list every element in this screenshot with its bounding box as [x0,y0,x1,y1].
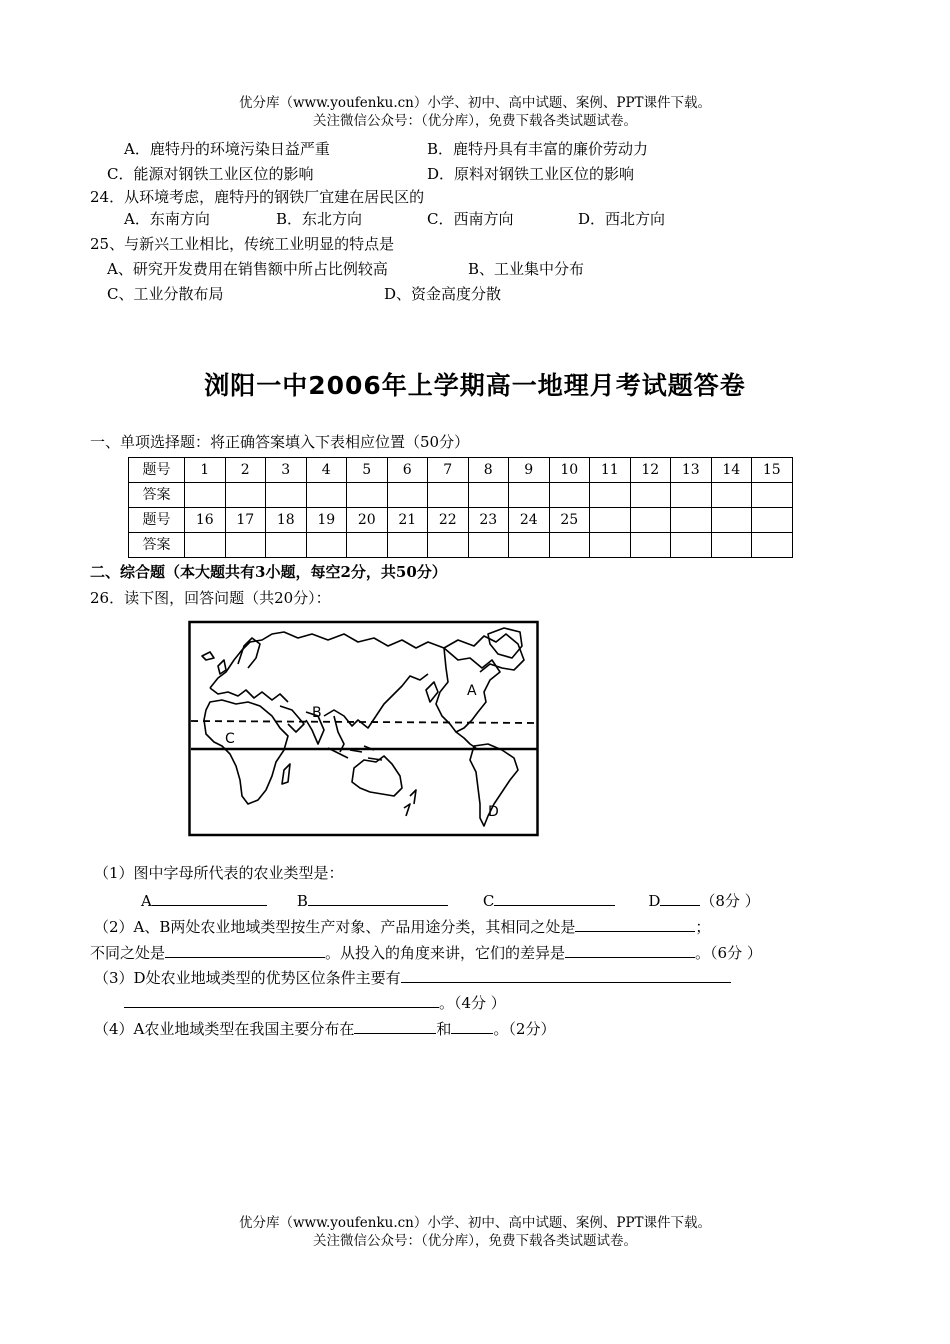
row-label-answer: 答案 [129,533,185,558]
answer-cell[interactable] [549,533,590,558]
q24-option-a: A．东南方向 [124,210,210,228]
question-number: 13 [671,458,712,483]
question-number [711,508,752,533]
q26-part-4-text: （4）A农业地域类型在我国主要分布在 [94,1020,355,1038]
answer-cell[interactable] [711,483,752,508]
answer-cell[interactable] [185,483,226,508]
map-label-c: C [225,731,235,747]
q26-part-2b [90,941,762,963]
table-row-answers-1 [129,483,793,508]
section-2-heading [90,562,447,582]
question-number: 10 [549,458,590,483]
blank-p2-diff[interactable] [165,941,325,958]
q26-part-2b-text: 不同之处是 [90,944,166,962]
question-number [630,508,671,533]
q25-option-c: C、工业分散布局 [107,285,224,303]
question-number: 1 [185,458,226,483]
blank-p3-line2[interactable] [124,991,439,1008]
answer-cell[interactable] [711,533,752,558]
question-number: 16 [185,508,226,533]
footer-line-2: 关注微信公众号：（优分库），免费下载各类试题试卷。 [313,1233,637,1249]
answer-cell[interactable] [509,533,550,558]
score-p1: （8分 ） [700,892,760,910]
section-1-heading: 一、单项选择题：将正确答案填入下表相应位置（50分） [90,433,470,451]
question-number: 24 [509,508,550,533]
question-number [671,508,712,533]
question-number: 15 [752,458,793,483]
q24-option-b: B．东北方向 [276,210,363,228]
answer-cell[interactable] [387,483,428,508]
answer-cell[interactable] [509,483,550,508]
q26-part-3-end: 。（4分 ） [439,994,506,1012]
header-line-1: 优分库（www.youfenku.cn）小学、初中、高中试题、案例、PPT课件下载。 [238,95,712,111]
answer-cell[interactable] [671,483,712,508]
answer-cell[interactable] [428,483,469,508]
blank-label-a: A [141,892,152,910]
question-number: 3 [266,458,307,483]
row-label-answer: 答案 [129,483,185,508]
q26-part-1: （1）图中字母所代表的农业类型是： [94,864,344,882]
footer-line-1: 优分库（www.youfenku.cn）小学、初中、高中试题、案例、PPT课件下载。 [238,1215,712,1231]
q25-option-b: B、工业集中分布 [468,260,585,278]
blank-c[interactable] [494,889,615,906]
blank-label-d: D [648,892,661,910]
q26-part-4-and: 和 [436,1020,452,1038]
q24-option-c: C．西南方向 [427,210,514,228]
answer-cell[interactable] [630,533,671,558]
answer-cell[interactable] [225,533,266,558]
section-2-heading-bold: 二、综合题 [90,563,166,581]
map-label-b: B [312,705,322,721]
q25-option-a: A、研究开发费用在销售额中所占比例较高 [107,260,388,278]
map-label-a: A [467,683,477,699]
question-number: 7 [428,458,469,483]
q23-option-b: B．鹿特丹具有丰富的廉价劳动力 [427,140,649,158]
q23-option-a: A．鹿特丹的环境污染日益严重 [124,140,330,158]
answer-cell[interactable] [347,533,388,558]
answer-cell[interactable] [549,483,590,508]
answer-cell[interactable] [752,483,793,508]
answer-cell[interactable] [387,533,428,558]
answer-table [128,457,793,558]
q24-stem: 24．从环境考虑，鹿特丹的钢铁厂宜建在居民区的 [90,188,425,206]
question-number: 4 [306,458,347,483]
blank-p4-second[interactable] [451,1017,493,1034]
question-number: 25 [549,508,590,533]
answer-cell[interactable] [306,483,347,508]
row-label-question: 题号 [129,508,185,533]
blank-p2-input[interactable] [565,941,695,958]
blank-label-c: C [482,892,495,910]
table-row-answers-2 [129,533,793,558]
question-number: 8 [468,458,509,483]
question-number: 2 [225,458,266,483]
blank-p4-first[interactable] [354,1017,436,1034]
question-number: 14 [711,458,752,483]
question-number: 17 [225,508,266,533]
question-number: 19 [306,508,347,533]
question-number [752,508,793,533]
answer-cell[interactable] [185,533,226,558]
blank-p3-line1[interactable] [401,966,731,983]
answer-cell[interactable] [306,533,347,558]
map-label-d: D [488,804,499,820]
blank-label-b: B [296,892,308,910]
answer-cell[interactable] [347,483,388,508]
question-number: 12 [630,458,671,483]
question-number: 23 [468,508,509,533]
blank-p2-same[interactable] [575,915,695,932]
q25-stem: 25、与新兴工业相比，传统工业明显的特点是 [90,235,395,253]
question-number: 22 [428,508,469,533]
answer-cell[interactable] [266,533,307,558]
q26-part-3-text: （3）D处农业地域类型的优势区位条件主要有 [94,969,401,987]
blank-b[interactable] [308,889,448,906]
answer-cell[interactable] [590,483,631,508]
table-row-numbers-1 [129,458,793,483]
answer-cell[interactable] [468,483,509,508]
answer-cell[interactable] [468,533,509,558]
answer-cell[interactable] [671,533,712,558]
row-label-question: 题号 [129,458,185,483]
blank-a[interactable] [152,889,267,906]
answer-cell[interactable] [266,483,307,508]
q26-part-1-blanks [141,889,760,911]
table-row-numbers-2 [129,508,793,533]
question-number [590,508,631,533]
blank-d[interactable] [660,889,700,906]
answer-cell[interactable] [590,533,631,558]
q26-part-2b-mid: 。从投入的角度来讲，它们的差异是 [325,944,566,962]
q26-stem: 26．读下图，回答问题（共20分）： [90,589,331,607]
q26-part-3-cont [124,991,506,1013]
q26-part-4-end: 。（2分） [493,1020,556,1038]
answer-cell[interactable] [630,483,671,508]
answer-cell[interactable] [752,533,793,558]
q23-option-d: D．原料对钢铁工业区位的影响 [427,165,635,183]
question-number: 5 [347,458,388,483]
q26-part-2b-end: 。（6分 ） [695,944,762,962]
question-number: 20 [347,508,388,533]
question-number: 6 [387,458,428,483]
q26-part-4 [94,1017,555,1039]
q23-option-c: C．能源对钢铁工业区位的影响 [107,165,314,183]
question-number: 11 [590,458,631,483]
question-number: 9 [509,458,550,483]
question-number: 21 [387,508,428,533]
section-2-heading-rest: （本大题共有3小题，每空2分，共50分） [165,563,447,581]
q24-option-d: D．西北方向 [578,210,666,228]
q26-part-3 [94,966,731,988]
answer-cell[interactable] [225,483,266,508]
world-map-figure [188,620,540,837]
q26-part-2a [94,915,710,937]
header-line-2: 关注微信公众号：（优分库），免费下载各类试题试卷。 [313,113,637,129]
page-title: 浏阳一中2006年上学期高一地理月考试题答卷 [204,371,746,400]
q26-part-2a-end: ； [695,918,711,936]
q25-option-d: D、资金高度分散 [384,285,502,303]
answer-cell[interactable] [428,533,469,558]
question-number: 18 [266,508,307,533]
q26-part-2a-text: （2）A、B两处农业地域类型按生产对象、产品用途分类，其相同之处是 [94,918,576,936]
